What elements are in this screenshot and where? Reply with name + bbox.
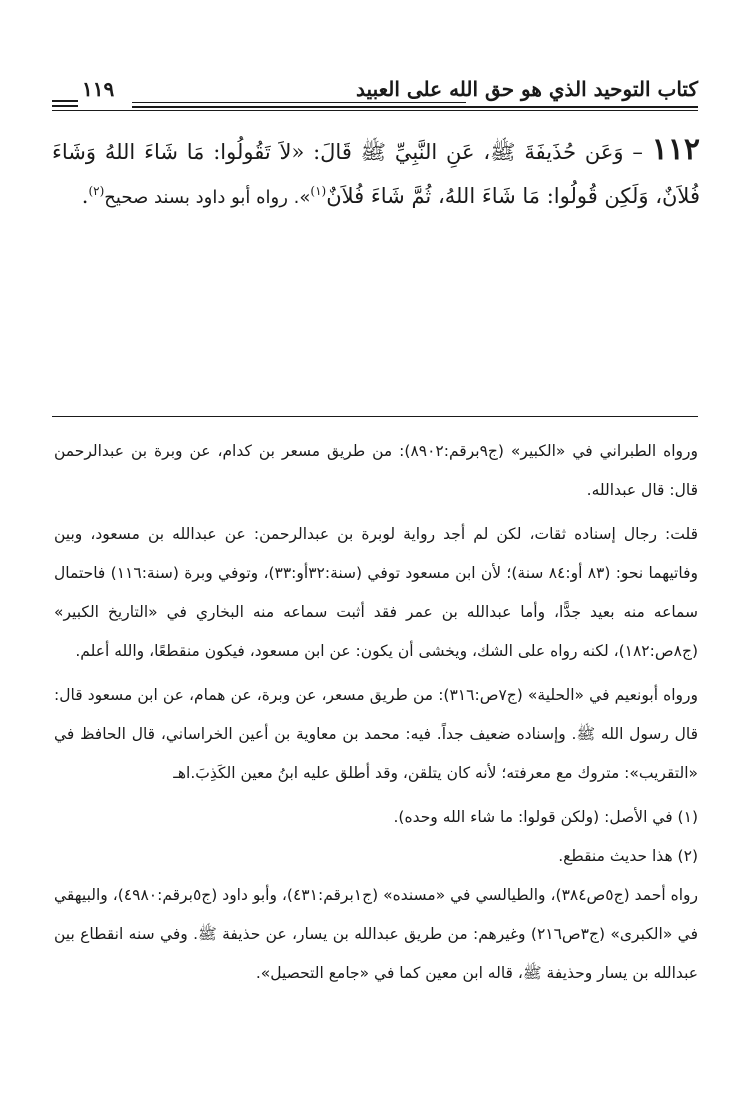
hadith-body: – وَعَن حُذَيفَةَ ﷺ، عَنِ النَّبِيِّ ﷺ قَالَ: «لاَ تَقُولُوا: مَا شَاءَ اللهُ وَشَاءَ فُلاَنٌ، وَلَكِن قُولُوا: مَا شَاءَ اللهُ، ثُمَّ شَاءَ فُلاَنٌ [52,140,700,208]
header-rule [52,110,698,111]
footnote-separator [52,416,698,417]
hadith-number: ١١٢ [651,132,700,167]
page-header [52,76,698,110]
note-paragraph: ورواه أبونعيم في «الحلية» (ج٧ص:٣١٦): من طريق مسعر، عن وبرة، عن همام، عن ابن مسعود قال: قال رسول الله ﷺ. وإسناده ضعيف جداً. فيه: محمد بن معاوية بن أعين الخراساني، قال الحافظ في «التقريب»: متروك مع معرفته؛ لأنه كان يتلقن، وقد أطلق عليه ابنُ معين الكَذِبَ.اهـ [54,686,698,782]
book-title: كتاب التوحيد الذي هو حق الله على العبيد [356,77,698,101]
note-paragraph: ورواه الطبراني في «الكبير» (ج٩برقم:٨٩٠٢): من طريق مسعر بن كدام، عن وبرة بن عبدالرحمن قال: قال عبدالله. [54,442,698,499]
footnote-ref-2: (٢) [88,184,105,198]
note-paragraph: رواه أحمد (ج٥ص٣٨٤)، والطيالسي في «مسنده» (ج١برقم:٤٣١)، وأبو داود (ج٥برقم:٤٩٨٠)، والبيهقي في «الكبرى» (ج٣ص٢١٦) وغيرهم: من طريق عبدالله بن يسار، عن حذيفة ﷺ. وفي سنه انقطاع بين عبدالله بن يسار وحذيفة ﷺ، قاله ابن معين كما في «جامع التحصيل». [54,886,698,982]
note-paragraph: قلت: رجال إسناده ثقات، لكن لم أجد رواية لوبرة بن عبدالرحمن: عن عبدالله بن مسعود، وبين وفاتيهما نحو: (٨٣ أو:٨٤ سنة)؛ لأن ابن مسعود توفي (سنة:٣٢أو:٣٣)، وتوفي وبرة (سنة:١١٦) فاحتمال سماعه منه بعيد جدًّا، وأما عبدالله بن عمر فقد أثبت سماعه منه البخاري في «التاريخ الكبير» (ج٨ص:١٨٢)، لكنه رواه على الشك، ويخشى أن يكون: عن ابن مسعود، فيكون منقطعًا، والله أعلم. [54,525,698,660]
header-dash [52,105,78,107]
hadith-text [52,128,700,220]
hadith-source: ». رواه أبو داود بسند صحيح [104,187,311,208]
footnotes [54,432,698,998]
hadith-end: . [81,184,89,208]
header-dash [52,100,78,102]
page-number: ١١٩ [82,77,115,101]
footnote-ref-1: (١) [310,184,327,198]
header-rule [132,106,698,108]
footnote-2: (٢) هذا حديث منقطع. [558,847,698,865]
footnote-1: (١) في الأصل: (ولكن قولوا: ما شاء الله وحده). [393,808,698,826]
header-rule [132,102,466,103]
